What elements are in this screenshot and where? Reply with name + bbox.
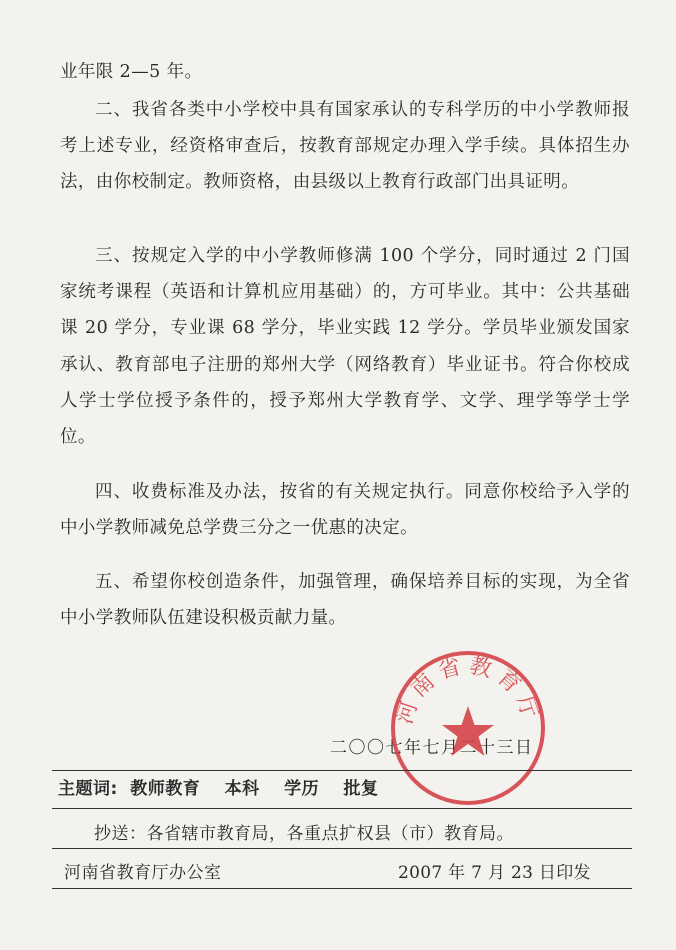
keyword: 本科 xyxy=(224,779,260,799)
print-date: 2007 年 7 月 23 日印发 xyxy=(398,863,591,883)
cc-list: 抄送：各省辖市教育局，各重点扩权县（市）教育局。 xyxy=(94,824,514,844)
divider-bottom xyxy=(52,888,632,889)
seal-star-icon xyxy=(442,706,494,756)
divider-lower xyxy=(52,848,632,849)
seal-text: 河南省教育厅 xyxy=(392,653,544,728)
subject-keywords xyxy=(58,774,397,799)
divider-top xyxy=(52,770,632,771)
issuing-office: 河南省教育厅办公室 xyxy=(64,863,222,883)
keyword: 教师教育 xyxy=(130,779,201,799)
paragraph-item-2: 二、我省各类中小学校中具有国家承认的专科学历的中小学教师报考上述专业，经资格审查后，按教育部规定办理入学手续。具体招生办法，由你校制定。教师资格，由县级以上教育行政部门出具证明。 xyxy=(60,100,630,193)
subject-label: 主题词: xyxy=(58,779,118,799)
paragraph-continuation: 业年限 2—5 年。 xyxy=(60,62,203,82)
official-seal xyxy=(388,648,548,808)
paragraph-item-4: 四、收费标准及办法，按省的有关规定执行。同意你校给予入学的中小学教师减免总学费三分之一优惠的决定。 xyxy=(60,482,630,539)
divider-mid xyxy=(52,808,632,809)
paragraph-item-3: 三、按规定入学的中小学教师修满 100 个学分，同时通过 2 门国家统考课程（英语和计算机应用基础）的，方可毕业。其中：公共基础课 20 学分，专业课 68 学分，毕业实践 12 学分。学员毕业颁发国家承认、教育部电子注册的郑州大学（网络教育）毕业证书。符合你校成人学士学位授予条件的，授予郑州大学教育学、文学、理学等学士学位。 xyxy=(60,246,630,448)
keyword: 批复 xyxy=(343,779,379,799)
keyword: 学历 xyxy=(284,779,320,799)
paragraph-item-5: 五、希望你校创造条件，加强管理，确保培养目标的实现，为全省中小学教师队伍建设积极贡献力量。 xyxy=(60,572,630,629)
signature-date: 二〇〇七年七月二十三日 xyxy=(330,738,534,758)
